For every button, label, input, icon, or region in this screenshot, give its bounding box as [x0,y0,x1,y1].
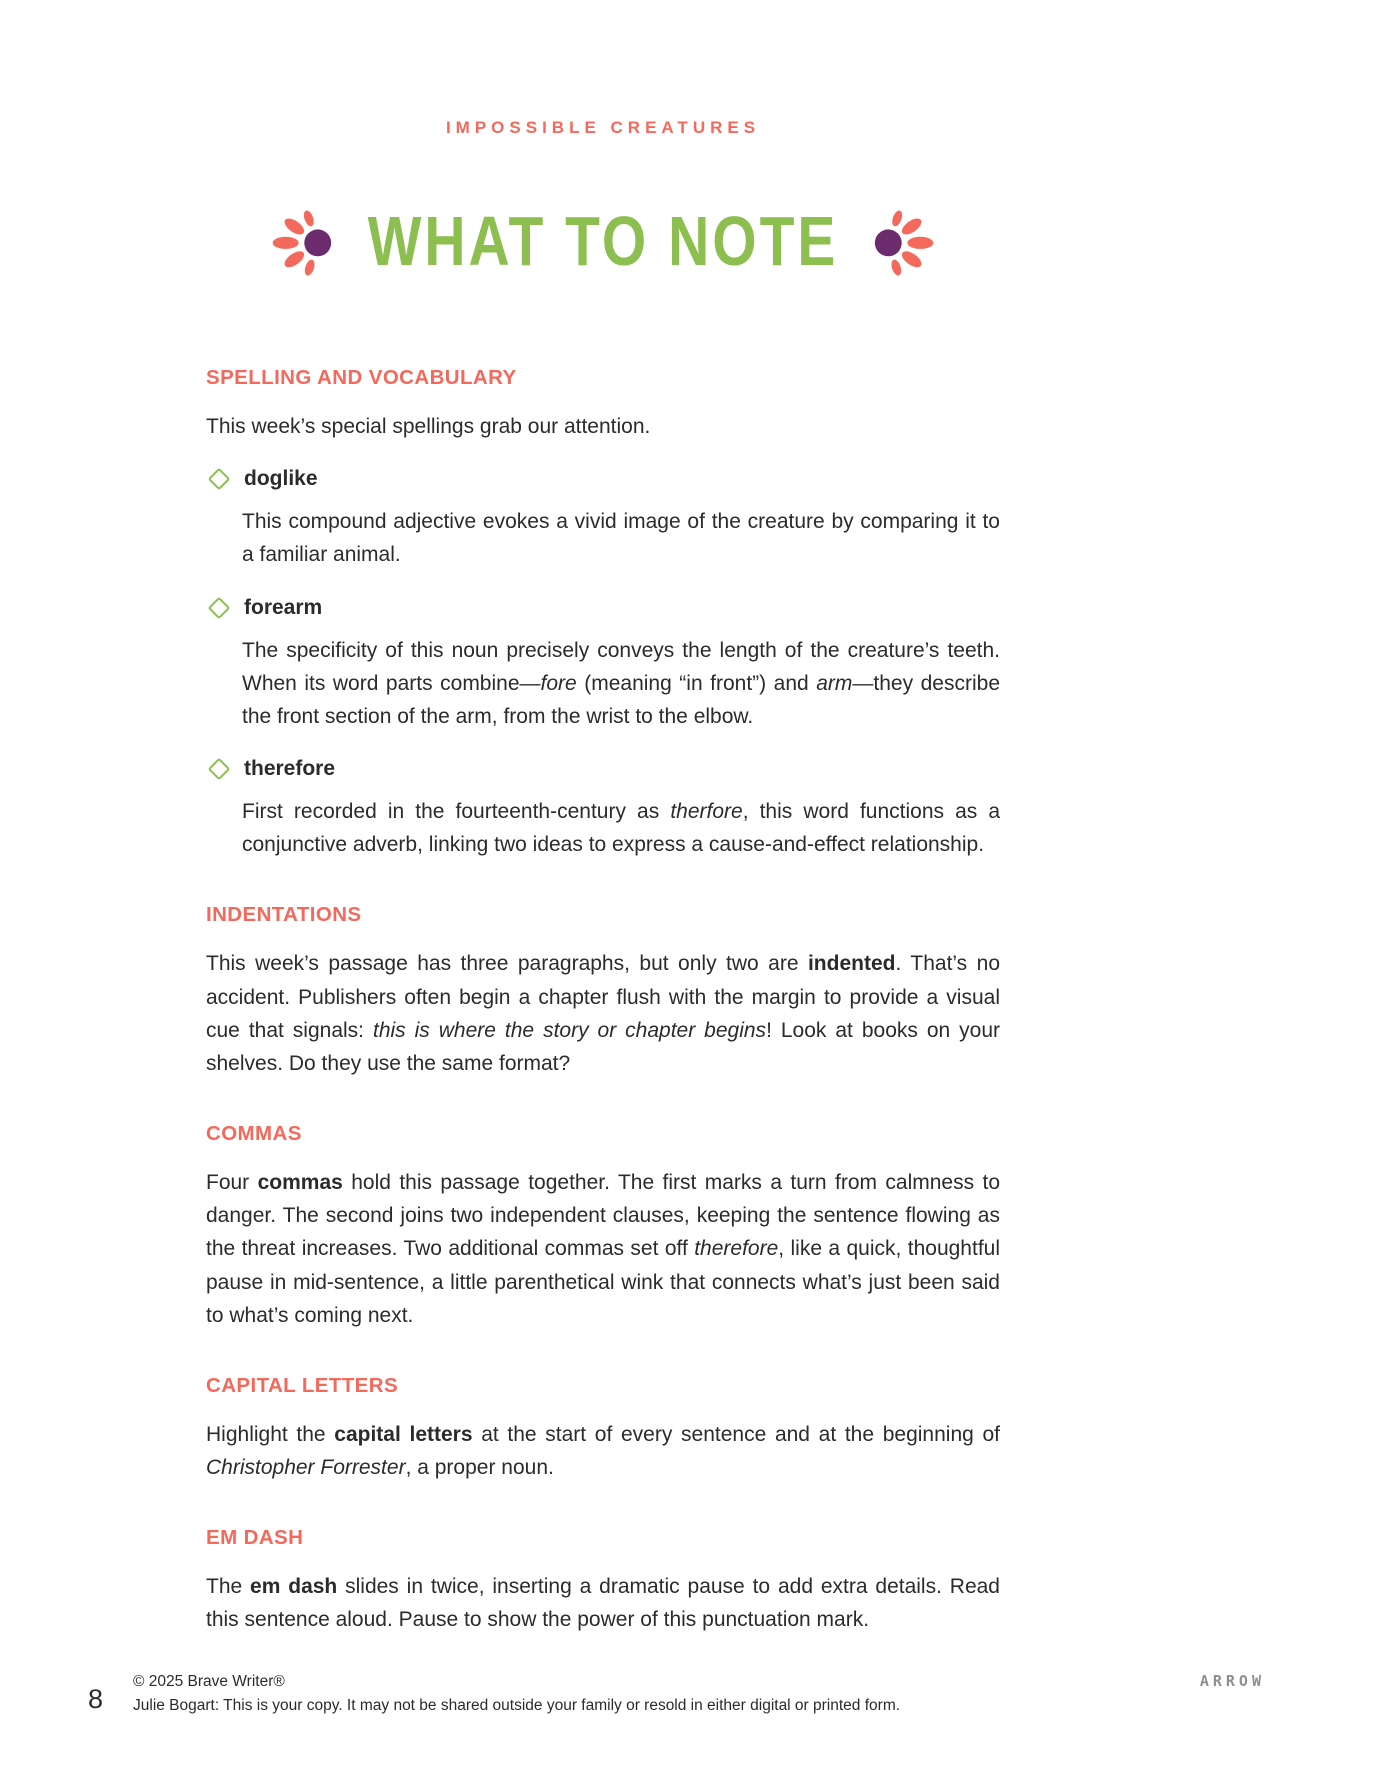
spelling-term: doglike [244,467,318,491]
section-heading-commas: COMMAS [206,1122,302,1146]
term-row [211,757,1000,781]
section-paragraph-commas: Four commas hold this passage together. The first marks a turn from calmness to danger. The second joins two independent clauses, keeping the sentence flowing as the threat increases. Two additional commas set off therefore, like a quick, thoughtful pause in mid-sentence, a little parenthetical wink that connects what’s just been said to what’s coming next. [206,1171,1001,1327]
section-paragraph-em-dash: The em dash slides in twice, inserting a dramatic pause to add extra details. Read this sentence aloud. Pause to show the power of this punctuation mark. [206,1575,1000,1632]
spelling-intro: This week’s special spellings grab our attention. [206,415,651,438]
section-heading-spelling: SPELLING AND VOCABULARY [206,366,517,389]
diamond-bullet-icon [208,596,231,619]
diamond-bullet-icon [208,758,231,781]
spelling-description: This compound adjective evokes a vivid image of the creature by comparing it to a familiar animal. [242,510,1000,567]
section-heading-capital-letters: CAPITAL LETTERS [206,1373,399,1397]
spelling-description: The specificity of this noun precisely conveys the length of the creature’s teeth. When its word parts combine—fore (meaning “in front”) and arm—they describe the front section of the arm, from the wrist to the elbow. [242,638,1000,728]
page-footer [0,1668,1374,1748]
flower-burst-icon [264,199,342,285]
spelling-term: forearm [244,595,323,619]
copyright-notice [133,1670,900,1718]
spelling-item [206,757,1000,861]
page-title: WHAT TO NOTE [367,202,839,282]
spelling-item [206,467,1000,571]
spelling-item [206,596,1000,734]
term-row [211,467,1000,491]
arrow-brand-logo: ARROW [1199,1672,1265,1690]
main-content [206,366,1000,1637]
section-paragraph-capital-letters: Highlight the capital letters at the start of every sentence and at the beginning of Christopher Forrester, a proper noun. [206,1422,1001,1480]
flower-burst-icon [864,199,942,285]
copyright-line-2: Julie Bogart: This is your copy. It may not be shared outside your family or resold in either digital or printed form. [133,1697,901,1715]
section-heading-em-dash: EM DASH [206,1526,304,1550]
term-row [211,596,1000,620]
section-paragraph-indentations: This week’s passage has three paragraphs, but only two are indented. That’s no accident. Publishers often begin a chapter flush with the margin to provide a visual cue that signals: this is where the story or chapter begins! Look at books on your shelves. Do they use the same format? [206,952,1001,1075]
spelling-description: First recorded in the fourteenth-century as therfore, this word functions as a conjunctive adverb, linking two ideas to express a cause-and-effect relationship. [242,800,1001,857]
page-number: 8 [88,1684,104,1714]
copyright-line-1: © 2025 Brave Writer® [133,1673,285,1690]
spelling-term: therefore [244,757,336,781]
section-heading-indentations: INDENTATIONS [206,903,362,927]
diamond-bullet-icon [208,468,231,491]
page-title-row [206,190,1000,294]
page-header [206,0,1000,294]
book-title: IMPOSSIBLE CREATURES [445,118,761,137]
